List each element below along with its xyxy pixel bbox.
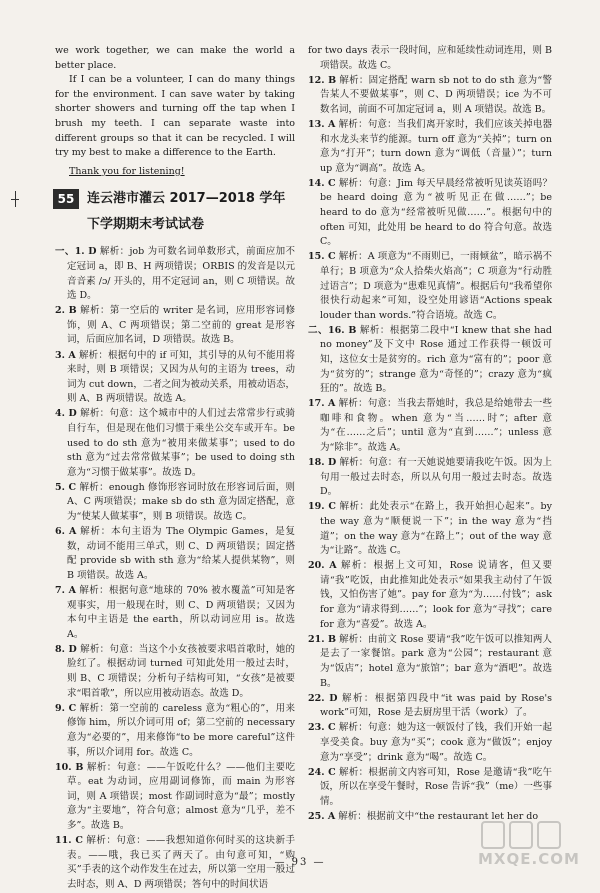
answer-key: 17. A	[308, 398, 336, 410]
answer-explanation: 解析：A 项意为“不雨则已，一雨倾盆”，暗示祸不单行；B 项意为“众人拾柴火焰高”；C 项意为“行动胜过语言”；D 项意为“患难见真情”。根据后句“我希望你很快行动起来”可知，设空处用谚语“Actions speak louder than words.”符合语境。故选 C。	[320, 251, 552, 321]
watermark-icon	[478, 818, 578, 854]
answer-item	[308, 500, 552, 558]
section-number: 55	[53, 189, 79, 209]
answer-key: 2. B	[55, 305, 77, 317]
answer-explanation: 解析：句意：当我们离开家时，我们应该关掉电器和水龙头来节约能源。turn off 意为“关掉”；turn on 意为“打开”；turn down 意为“调低（音量）”；turn up 意为“调高”。故选 A。	[320, 118, 552, 174]
answer-item	[308, 324, 552, 397]
answer-item	[308, 692, 552, 721]
answer-key: 6. A	[55, 526, 77, 538]
answer-key: 21. B	[308, 633, 336, 645]
answer-list	[308, 44, 552, 824]
answer-explanation: 解析：第一空后的 writer 是名词，应用形容词修饰，则 A、C 两项错误；第二空前的 great 是形容词，后面应加名词，D 项错误。故选 B。	[67, 305, 295, 346]
answer-item	[308, 44, 552, 73]
answer-item	[55, 761, 295, 834]
answer-explanation: 解析：根据第二段中“I knew that she had no money”及下文中 Rose 通过工作获得一顿饭可知，这位女士是贫穷的。rich 意为“富有的”；poor 意为“贫穷的”；strange 意为“奇怪的”；crazy 意为“疯狂的”。故选 B。	[320, 324, 552, 395]
answer-key: 二、16. B	[308, 324, 357, 336]
answer-item	[308, 177, 552, 250]
answer-key: 7. A	[55, 585, 76, 596]
section-header	[55, 187, 295, 237]
answer-item	[55, 349, 295, 407]
answer-item	[308, 456, 552, 500]
answer-key: 15. C	[308, 251, 336, 263]
answer-item	[308, 721, 552, 765]
answer-item	[308, 74, 552, 118]
section-title: 连云港市灌云 2017—2018 学年	[87, 191, 286, 207]
answer-explanation: 解析：第一空前的 careless 意为“粗心的”，用来修饰 him，所以介词可用 of；第二空前的 necessary 意为“必要的”，用来修饰“to be more careful”这件事，所以介词用 for。故选 C。	[67, 702, 295, 758]
answer-key: 8. D	[55, 643, 77, 655]
answer-explanation: 解析：由前文 Rose 要请“我”吃午饭可以推知两人是去了一家餐馆。park 意为“公园”；restaurant 意为“饭店”；hotel 意为“旅馆”；bar 意为“酒吧”。故选 B。	[320, 633, 552, 689]
answer-key: 18. D	[308, 457, 337, 469]
margin-mark	[15, 191, 16, 207]
answer-key: 20. A	[308, 560, 337, 572]
answer-item	[55, 643, 295, 701]
answer-explanation: 解析：根据句意“地球的 70% 被水覆盖”可知是客观事实，用一般现在时，则 C、D 两项错误；又因为本句中主语是 the earth，所以动词应用 is。故选 A。	[67, 585, 295, 640]
answer-item	[55, 584, 295, 642]
answer-key: 4. D	[55, 408, 77, 420]
answer-explanation: 解析：句意：有一天她说她要请我吃午饭。因为上句用一般过去时态，所以从句用一般过去时态。故选 D。	[320, 457, 552, 498]
answer-item	[308, 633, 552, 691]
essay-closing: Thank you for listening!	[69, 165, 185, 177]
answer-key: 11. C	[55, 835, 83, 847]
answer-key: 23. C	[308, 722, 336, 734]
answer-key: 一、1. D	[55, 246, 97, 258]
answer-explanation: 解析：本句主语为 The Olympic Games，是复数，动词不能用三单式，则 C、D 两项错误；固定搭配 provide sb with sth 意为“给某人提供某物”，则 B 项错误。故选 A。	[67, 526, 295, 581]
answer-explanation: 解析：句意：——午饭吃什么？——他们主要吃草。eat 为动词，应用副词修饰，而 main 为形容词，则 A 项错误；most 作副词时意为“最”；mostly 意为“主要地”，符合句意；almost 意为“几乎，差不多”。故选 B。	[67, 761, 295, 831]
answer-explanation: 解析：句意：当我去帮她时，我总是给她带去一些咖啡和食物。when 意为“当……时”；after 意为“在……之后”；until 意为“直到……”；unless 意为“除非”。故选 A。	[320, 398, 552, 454]
answer-item	[55, 304, 295, 348]
answer-item	[55, 407, 295, 480]
answer-item	[55, 481, 295, 525]
answer-key: 24. C	[308, 766, 336, 778]
answer-explanation: 解析：根据前文中“the restaurant let her do	[338, 810, 539, 822]
answer-explanation: 解析：句意：——我想知道你何时买的这块新手表。——哦，我已买了两天了。由句意可知，“购买”手表的这个动作发生在过去，所以第一空用一般过去时态，则 A、D 两项错误；答句中的时间状语	[67, 835, 295, 890]
watermark-text: MXQE.COM	[478, 850, 580, 868]
answer-key: 12. B	[308, 74, 337, 86]
answer-explanation: 解析：句意：这个城市中的人们过去常常步行或骑自行车，但是现在他们习惯于乘坐公交车或开车。be used to do sth 意为“被用来做某事”；used to do sth 意为“过去常常做某事”；be used to doing sth 意为“习惯于做某事”。故选 D。	[67, 408, 295, 478]
answer-explanation: 解析：根据前文内容可知，Rose 是邀请“我”吃午饭，所以在享受午餐时，Rose 告诉“我”（me）一些事情。	[320, 766, 553, 807]
left-column	[55, 44, 295, 893]
answer-key: 14. C	[308, 177, 336, 189]
right-column	[308, 44, 552, 825]
answer-explanation: 解析：job 为可数名词单数形式，前面应加不定冠词 a，即 B、H 两项错误；ORBIS 的发音是以元音音素 /ɔ/ 开头的，用不定冠词 an，则 C 项错误。故选 D。	[67, 246, 295, 302]
answer-item	[308, 397, 552, 455]
answer-list	[55, 245, 295, 892]
essay-paragraph: If I can be a volunteer, I can do many things for the environment. I can save water by taking shorter showers and turning off the tap when I brush my teeth. I can separate waste into different groups so that it can be recycled. I will try my best to make a difference to the Earth.	[55, 74, 295, 159]
answer-item	[308, 559, 552, 632]
page-number: — 93 —	[274, 857, 326, 868]
answer-item	[55, 525, 295, 583]
answer-explanation: 解析：根据句中的 if 可知，其引导的从句不能用将来时，则 B 项错误；又因为从句的主语为 trees，动词为 cut down，二者之间为被动关系，用被动语态，则 A、B 两项错误。故选 A。	[67, 349, 295, 405]
answer-item	[308, 766, 552, 810]
section-subtitle: 下学期期末考试试卷	[87, 217, 205, 233]
answer-item	[308, 250, 552, 323]
answer-key: 10. B	[55, 761, 84, 773]
answer-key: 5. C	[55, 481, 77, 493]
watermark-logo	[478, 818, 578, 878]
answer-explanation: for two days 表示一段时间，应和延续性动词连用，则 B 项错误。故选 C。	[308, 45, 552, 71]
answer-explanation: 解析：句意：她为这一顿饭付了钱，我们开始一起享受美食。buy 意为“买”；cook 意为“做饭”；enjoy 意为“享受”；drink 意为“喝”。故选 C。	[320, 722, 552, 763]
answer-explanation: 解析：enough 修饰形容词时放在形容词后面，则 A、C 两项错误；make sb do sth 意为固定搭配，意为“使某人做某事”，则 B 项错误。故选 C。	[67, 481, 295, 523]
essay-line: we work together, we can make the world a better place.	[55, 45, 295, 71]
answer-explanation: 解析：固定搭配 warn sb not to do sth 意为“警告某人不要做某事”，则 C、D 两项错误；ice 为不可数名词，前面不可加定冠词 a，则 A 项错误。故选 B。	[320, 74, 552, 115]
answer-explanation: 解析：根据第四段中“it was paid by Rose's work”可知，Rose 是去厨房里干活（work）了。	[320, 692, 552, 719]
answer-item	[308, 118, 552, 176]
answer-key: 25. A	[308, 810, 336, 822]
answer-key: 3. A	[55, 349, 76, 361]
answer-key: 22. D	[308, 692, 338, 704]
answer-key: 19. C	[308, 501, 336, 513]
answer-explanation: 解析：句意：Jim 每天早晨经常被听见读英语吗？be heard doing 意为“被听见正在做……”；be heard to do 意为“经常被听见做……”。根据句中的 often 可知，此处用 be heard to do 符合句意。故选 C。	[320, 177, 552, 248]
answer-item	[55, 702, 295, 760]
answer-explanation: 解析：此处表示“在路上，我开始担心起来”。by the way 意为“顺便说一下”；in the way 意为“挡道”；on the way 意为“在路上”；out of the way 意为“让路”。故选 C。	[320, 501, 552, 557]
answer-explanation: 解析：根据上文可知，Rose 说请客，但又要请“我”吃饭，由此推知此处表示“如果我主动付了午饭钱，又怕伤害了她”。pay for 意为“为……付钱”；ask for 意为“请求得到……”；look for 意为“寻找”；care for 意为“喜爱”。故选 A。	[320, 560, 552, 630]
answer-item	[55, 245, 295, 303]
answer-key: 13. A	[308, 118, 336, 130]
answer-key: 9. C	[55, 702, 77, 714]
answer-explanation: 解析：句意：当这个小女孩被要求唱首歌时，她的脸红了。根据动词 turned 可知此处用一般过去时，则 B、C 项错误；分析句子结构可知，“女孩”是被要求“唱首歌”，所以应用被动语态。故选 D。	[67, 643, 295, 699]
